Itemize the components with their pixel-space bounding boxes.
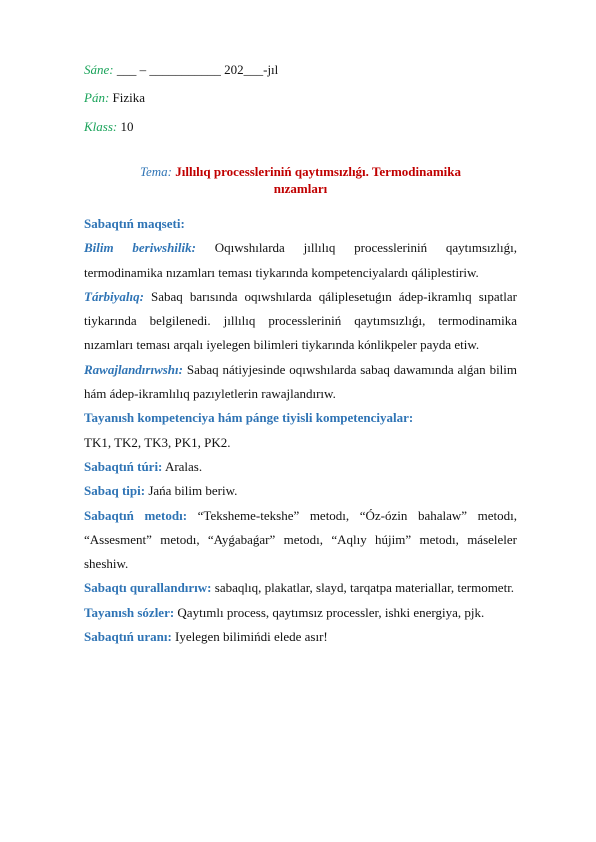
subject-label: Pán: [84,90,110,105]
goal-development-text: Sabaq nátiyjesinde oqıwshılarda sabaq dawamında alǵan bilim hám ádep-ikramlılıq pazıyletlerin rawajlandırıw. [84,361,518,402]
lesson-kind-value: Jańa bilim beriw. [148,483,238,499]
date-value: ___ – ___________ 202___-jıl [116,62,279,77]
lesson-method [84,504,517,577]
date-line [84,62,278,78]
lesson-keywords-label: Tayanısh sózler: [84,604,175,620]
goals-heading: Sabaqtıń maqseti: [84,216,185,231]
goal-educational-text: Oqıwshılarda jıllılıq processleriniń qaytımsızlıǵı, termodinamika nızamları teması tiykarında kompetenciyalardı qáliplestiriw. [84,240,517,280]
lesson-keywords [84,601,517,625]
goal-upbringing [84,285,517,358]
topic-line-1 [84,163,517,180]
lesson-equipment-label: Sabaqtı qurallandırıw: [84,580,212,596]
lesson-kind-label: Sabaq tipi: [84,483,146,499]
lesson-type-value: Aralas. [164,458,203,474]
goal-educational-label: Bilim beriwshilik: [84,240,196,256]
lesson-method-value: “Teksheme-tekshe” metodı, “Óz-ózin bahalaw” metodı, “Assesment” metodı, “Ayǵabaǵar” metodı, “Aqlıy hújim” metodı, máseleler sheshiw. [84,507,517,572]
lesson-motto-value: Iyelegen bilimińdi elede asır! [175,629,328,645]
topic-label: Tema: [139,164,172,179]
topic-title-1: Jıllılıq processleriniń qaytımsızlıǵı. Termodinamika [175,164,462,179]
competencies-list: TK1, TK2, TK3, PK1, PK2. [84,434,231,450]
topic-heading [84,163,517,197]
lesson-motto-label: Sabaqtıń uranı: [84,629,172,645]
class-line [84,119,133,135]
lesson-motto [84,625,517,649]
goal-upbringing-label: Tárbiyalıq: [84,288,144,304]
content-body [84,212,517,649]
lesson-keywords-value: Qaytımlı process, qaytımsız processler, ishki energiya, pjk. [177,604,485,620]
class-value: 10 [120,119,134,134]
lesson-kind [84,479,517,503]
subject-line [84,90,145,106]
lesson-type-label: Sabaqtıń túri: [84,458,163,474]
goal-development-label: Rawajlandırıwshı: [84,361,183,377]
lesson-equipment-value: sabaqlıq, plakatlar, slayd, tarqatpa materiallar, termometr. [214,580,515,596]
subject-value: Fizika [112,90,146,105]
goal-development [84,358,517,407]
lesson-type [84,455,517,479]
date-label: Sáne: [84,62,114,77]
topic-title-2: nızamları [273,181,328,196]
goal-educational [84,236,517,285]
lesson-method-label: Sabaqtıń metodı: [84,507,188,523]
lesson-equipment [84,576,517,600]
goal-upbringing-text: Sabaq barısında oqıwshılarda qáliplesetuǵın ádep-ikramlıq sıpatlar tiykarında belgilenedi. jıllılıq processleriniń qaytımsızlıǵı, termodinamika nızamları teması arqalı iyelegen bilimleri tiykarında kónlikpeler payda etiw. [84,288,517,353]
class-label: Klass: [84,119,118,134]
competencies-heading: Tayanısh kompetenciya hám pánge tiyisli kompetenciyalar: [84,410,414,426]
